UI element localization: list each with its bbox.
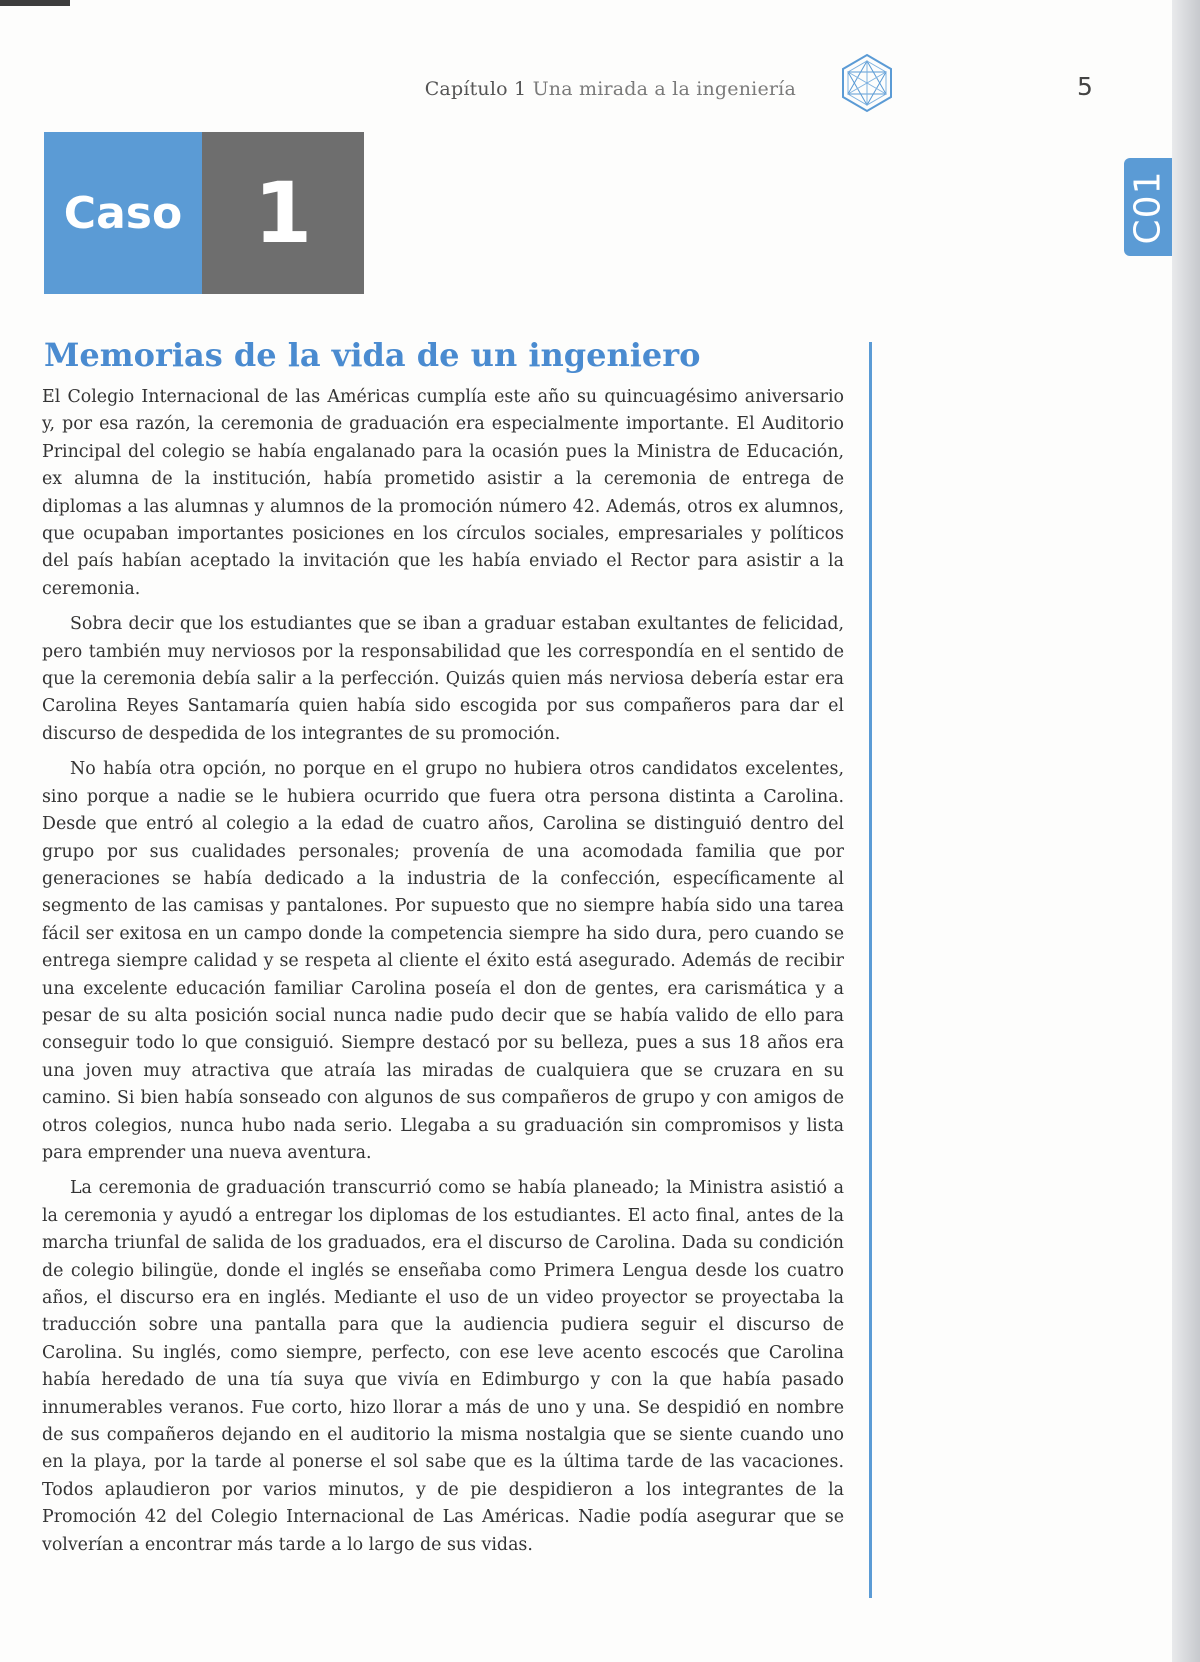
case-badge-word: Caso bbox=[44, 132, 202, 294]
chapter-side-tab-label: C01 bbox=[1127, 170, 1169, 244]
chapter-title: Una mirada a la ingeniería bbox=[532, 78, 796, 100]
page-number: 5 bbox=[1077, 72, 1093, 101]
page-edge bbox=[1172, 0, 1200, 1662]
case-badge-number: 1 bbox=[202, 132, 364, 294]
chapter-side-tab bbox=[1124, 158, 1172, 256]
article-title: Memorias de la vida de un ingeniero bbox=[44, 336, 701, 374]
case-badge bbox=[44, 132, 364, 294]
vertical-rule bbox=[869, 342, 872, 1598]
paragraph: La ceremonia de graduación transcurrió como se había planeado; la Ministra asistió a la ceremonia y ayudó a entregar los diplomas de los estudiantes. El acto final, antes de la marcha triunfal de salida de los graduados, era el discurso de Carolina. Dada su condición de colegio bilingüe, donde el inglés se enseñaba como Primera Lengua desde los cuatro años, el discurso era en inglés. Mediante el uso de un video proyector se proyectaba la traducción sobre una pantalla para que la audiencia pudiera seguir el discurso de Carolina. Su inglés, como siempre, perfecto, con ese leve acento escocés que Carolina había heredado de una tía suya que vivía en Edimburgo y con la que había pasado innumerables veranos. Fue corto, hizo llorar a más de uno y una. Se despidió en nombre de sus compañeros dejando en el auditorio la misma nostalgia que se siente cuando uno en la playa, por la tarde al ponerse el sol sabe que es la última tarde de las vacaciones. Todos aplaudieron por varios minutos, y de pie despidieron a los integrantes de la Promoción 42 del Colegio Internacional de Las Américas. Nadie podía asegurar que se volverían a encontrar más tarde a lo largo de sus vidas. bbox=[42, 1178, 844, 1555]
paragraph: Sobra decir que los estudiantes que se iban a graduar estaban exultantes de felicidad, pero también muy nerviosos por la responsabilidad que les correspondía en el sentido de que la ceremonia debía salir a la perfección. Quizás quien más nerviosa debería estar era Carolina Reyes Santamaría quien había sido escogida por sus compañeros para dar el discurso de despedida de los integrantes de su promoción. bbox=[42, 614, 844, 744]
article-body bbox=[42, 384, 844, 1559]
hexagon-network-icon bbox=[836, 52, 898, 114]
paragraph: No había otra opción, no porque en el grupo no hubiera otros candidatos excelentes, sino porque a nadie se le hubiera ocurrido que fuera otra persona distinta a Carolina. Desde que entró al colegio a la edad de cuatro años, Carolina se distinguió dentro del grupo por sus cualidades personales; provenía de una acomodada familia que por generaciones se había dedicado a la industria de la confección, específicamente al segmento de las camisas y pantalones. Por supuesto que no siempre había sido una tarea fácil ser exitosa en un campo donde la competencia siempre ha sido dura, pero cuando se entrega siempre calidad y se respeta al cliente el éxito está asegurado. Además de recibir una excelente educación familiar Carolina poseía el don de gentes, era carismática y a pesar de su alta posición social nunca nadie pudo decir que se había valido de ello para conseguir todo lo que consiguió. Siempre destacó por su belleza, pues a sus 18 años era una joven muy atractiva que atraía las miradas de cualquiera que se cruzara en su camino. Si bien había sonseado con algunos de sus compañeros de grupo y con amigos de otros colegios, nunca hubo nada serio. Llegaba a su graduación sin compromisos y lista para emprender una nueva aventura. bbox=[42, 759, 844, 1163]
paragraph: El Colegio Internacional de las Américas cumplía este año su quincuagésimo aniversario y, por esa razón, la ceremonia de graduación era especialmente importante. El Auditorio Principal del colegio se había engalanado para la ocasión pues la Ministra de Educación, ex alumna de la institución, había prometido asistir a la ceremonia de entrega de diplomas a las alumnas y alumnos de la promoción número 42. Además, otros ex alumnos, que ocupaban importantes posiciones en los círculos sociales, empresariales y políticos del país habían aceptado la invitación que les había enviado el Rector para asistir a la ceremonia. bbox=[42, 387, 844, 599]
chapter-label: Capítulo 1 bbox=[424, 78, 527, 100]
corner-mark bbox=[0, 0, 70, 6]
running-head bbox=[425, 78, 796, 100]
